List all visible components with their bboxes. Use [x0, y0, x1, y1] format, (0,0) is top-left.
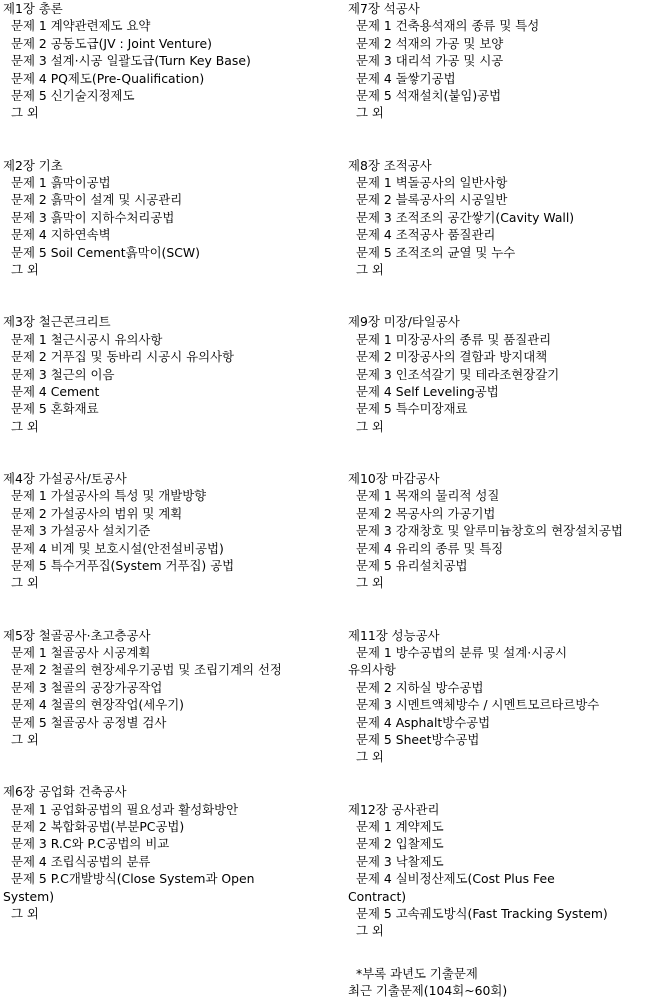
- chapter-items: [348, 17, 650, 104]
- question-item: [3, 644, 339, 661]
- chapter-items: [3, 801, 339, 905]
- chapter-title: 제10장 마감공사: [348, 470, 440, 486]
- question-text: 문제 2 가설공사의 범위 및 계획: [11, 505, 183, 521]
- question-text: 문제 5 철골공사 공정별 검사: [11, 714, 167, 730]
- question-item: [3, 348, 339, 365]
- chapter-2: [3, 157, 339, 279]
- chapter-5: [3, 627, 339, 749]
- question-text: 문제 5 Sheet방수공법: [356, 732, 480, 747]
- appendix-title: *부록 과년도 기출문제: [356, 965, 478, 981]
- question-item: [3, 661, 339, 678]
- chapter-items: [3, 644, 339, 731]
- chapter-spacer: [348, 940, 650, 961]
- question-text: 문제 4 조립식공법의 분류: [11, 853, 151, 869]
- question-text: 문제 1 가설공사의 특성 및 개발방향: [11, 488, 207, 504]
- question-item: [348, 87, 650, 104]
- question-text: 문제 3 낙찰제도: [356, 853, 444, 869]
- question-text: 문제 4 지하연속벽: [11, 227, 111, 243]
- chapter-items: [348, 818, 650, 922]
- question-text: 문제 4 Cement: [11, 383, 100, 399]
- chapter-items: [3, 174, 339, 261]
- question-text: 문제 3 인조석갈기 및 테라조현장갈기: [356, 366, 560, 382]
- question-item: [3, 522, 339, 539]
- chapter-title: 제11장 성능공사: [348, 627, 440, 643]
- chapter-title: 제4장 가설공사/토공사: [3, 470, 127, 486]
- question-text: 문제 3 대리석 가공 및 시공: [356, 53, 504, 69]
- question-text: 문제 5 혼화재료: [11, 401, 99, 417]
- question-text: 문제 4 유리의 종류 및 특징: [356, 540, 504, 556]
- question-text: 문제 1 철골공사 시공계획: [11, 644, 151, 660]
- chapter-items: [3, 487, 339, 574]
- question-item: [348, 366, 650, 383]
- appendix-recent-exams: 최근 기출문제(104회~60회): [348, 983, 508, 999]
- question-item: [3, 366, 339, 383]
- question-item: [348, 505, 650, 522]
- appendix: [348, 965, 650, 1000]
- question-text: 문제 3 설계·시공 일괄도급(Turn Key Base): [11, 53, 251, 69]
- question-text: 문제 3 강재창호 및 알루미늄창호의 현장설치공법: [356, 523, 623, 539]
- question-text: 문제 2 철골의 현장세우기공법 및 조립기계의 선정: [11, 662, 282, 678]
- question-text: 문제 3 흙막이 지하수처리공법: [11, 209, 175, 225]
- left-column: [3, 0, 339, 922]
- chapter-title: 제8장 조적공사: [348, 157, 432, 173]
- question-item: [3, 244, 339, 261]
- question-item: [3, 557, 339, 574]
- question-item: [3, 70, 339, 87]
- question-text: 문제 3 철골의 공장가공작업: [11, 679, 163, 695]
- question-item: [348, 540, 650, 557]
- question-text-continued: 유의사항: [348, 662, 396, 678]
- question-item: [348, 905, 650, 922]
- chapter-spacer: [348, 592, 650, 627]
- question-text: 문제 4 철골의 현장작업(세우기): [11, 697, 184, 713]
- question-text: 문제 2 지하실 방수공법: [356, 679, 484, 695]
- question-item: [3, 818, 339, 835]
- chapter-items: [348, 487, 650, 574]
- chapter-spacer: [348, 435, 650, 470]
- question-text-continued: Contract): [348, 888, 407, 904]
- question-item: [348, 331, 650, 348]
- question-item: [348, 870, 650, 905]
- question-text: 문제 4 조적공사 품질관리: [356, 227, 496, 243]
- question-item: [3, 870, 339, 905]
- question-text: 문제 5 특수거푸집(System 거푸집) 공법: [11, 557, 235, 573]
- question-item: [348, 557, 650, 574]
- question-text: 문제 2 공동도급(JV : Joint Venture): [11, 35, 212, 51]
- question-item: [348, 487, 650, 504]
- question-text: 문제 5 P.C개발방식(Close System과 Open: [11, 871, 255, 887]
- question-text: 문제 5 신기술지정제도: [11, 88, 135, 104]
- question-item: [348, 35, 650, 52]
- question-item: [3, 226, 339, 243]
- chapter-12: [348, 801, 650, 940]
- chapter-title: 제7장 석공사: [348, 1, 420, 16]
- question-item: [348, 191, 650, 208]
- question-item: [3, 17, 339, 34]
- question-text: 문제 2 거푸집 및 동바리 시공시 유의사항: [11, 349, 235, 365]
- chapter-spacer: [3, 435, 339, 470]
- chapter-items: [3, 17, 339, 104]
- chapter-4: [3, 470, 339, 592]
- question-item: [3, 801, 339, 818]
- question-text: 문제 2 입찰제도: [356, 836, 444, 852]
- chapter-11: [348, 627, 650, 766]
- question-text: 문제 1 벽돌공사의 일반사항: [356, 175, 508, 191]
- question-text: 문제 5 특수미장재료: [356, 401, 468, 417]
- question-item: [3, 87, 339, 104]
- right-column: [348, 0, 650, 1000]
- chapter-etc: 그 외: [356, 923, 384, 939]
- question-text: 문제 3 R.C와 P.C공법의 비교: [11, 836, 170, 852]
- question-text: 문제 3 철근의 이음: [11, 366, 115, 382]
- question-item: [3, 540, 339, 557]
- chapter-spacer: [348, 122, 650, 157]
- chapter-6: [3, 783, 339, 922]
- question-item: [348, 383, 650, 400]
- question-text: 문제 4 Self Leveling공법: [356, 383, 499, 399]
- question-text: 문제 5 Soil Cement흙막이(SCW): [11, 244, 200, 260]
- question-text: 문제 2 목공사의 가공기법: [356, 505, 496, 521]
- chapter-etc: 그 외: [11, 105, 39, 121]
- question-text: 문제 3 시멘트액체방수 / 시멘트모르타르방수: [356, 697, 600, 713]
- question-text: 문제 2 미장공사의 결함과 방지대책: [356, 349, 548, 365]
- question-item: [3, 679, 339, 696]
- question-item: [348, 174, 650, 191]
- question-item: [348, 244, 650, 261]
- question-item: [348, 835, 650, 852]
- chapter-items: [348, 644, 650, 748]
- chapter-title: 제12장 공사관리: [348, 801, 440, 817]
- question-item: [348, 818, 650, 835]
- question-item: [3, 52, 339, 69]
- chapter-8: [348, 157, 650, 279]
- question-item: [3, 853, 339, 870]
- chapter-10: [348, 470, 650, 592]
- chapter-1: [3, 0, 339, 122]
- chapter-etc: 그 외: [11, 262, 39, 278]
- question-item: [348, 714, 650, 731]
- chapter-spacer: [3, 278, 339, 313]
- question-text: 문제 1 공업화공법의 필요성과 활성화방안: [11, 801, 239, 817]
- chapter-spacer: [3, 592, 339, 627]
- chapter-title: 제2장 기초: [3, 157, 63, 173]
- question-text: 문제 2 흙막이 설계 및 시공관리: [11, 192, 183, 208]
- question-text: 문제 4 Asphalt방수공법: [356, 714, 491, 730]
- chapter-etc: 그 외: [356, 262, 384, 278]
- question-text: 문제 4 비계 및 보호시설(안전설비공법): [11, 540, 224, 556]
- chapter-3: [3, 313, 339, 435]
- question-text: 문제 1 철근시공시 유의사항: [11, 331, 163, 347]
- chapter-spacer: [348, 278, 650, 313]
- question-text: 문제 1 계약제도: [356, 819, 444, 835]
- chapter-title: 제3장 철근콘크리트: [3, 314, 111, 330]
- chapter-spacer: [348, 766, 650, 801]
- question-item: [3, 487, 339, 504]
- question-item: [348, 400, 650, 417]
- question-item: [348, 679, 650, 696]
- question-text: 문제 4 PQ제도(Pre-Qualification): [11, 70, 205, 86]
- question-text: 문제 5 유리설치공법: [356, 557, 468, 573]
- chapter-items: [348, 331, 650, 418]
- question-item: [348, 853, 650, 870]
- question-item: [348, 348, 650, 365]
- chapter-9: [348, 313, 650, 435]
- question-item: [3, 505, 339, 522]
- question-item: [3, 696, 339, 713]
- question-text: 문제 1 목재의 물리적 성질: [356, 488, 500, 504]
- chapter-etc: 그 외: [356, 749, 384, 765]
- question-text: 문제 5 고속궤도방식(Fast Tracking System): [356, 906, 608, 922]
- chapter-items: [348, 174, 650, 261]
- chapter-etc: 그 외: [11, 732, 39, 747]
- question-text: 문제 1 흙막이공법: [11, 175, 111, 191]
- question-item: [348, 696, 650, 713]
- chapter-etc: 그 외: [356, 575, 384, 591]
- question-text: 문제 1 계약관련제도 요약: [11, 18, 151, 34]
- question-item: [3, 174, 339, 191]
- chapter-etc: 그 외: [11, 418, 39, 434]
- question-text: 문제 1 건축용석재의 종류 및 특성: [356, 18, 540, 34]
- question-item: [348, 70, 650, 87]
- question-item: [3, 331, 339, 348]
- question-text-continued: System): [3, 888, 55, 904]
- question-text: 문제 2 블록공사의 시공일반: [356, 192, 508, 208]
- chapter-items: [3, 331, 339, 418]
- chapter-title: 제1장 총론: [3, 1, 63, 16]
- question-text: 문제 2 석재의 가공 및 보양: [356, 35, 504, 51]
- chapter-7: [348, 0, 650, 122]
- question-text: 문제 5 석재설치(붙임)공법: [356, 88, 502, 104]
- chapter-spacer: [3, 122, 339, 157]
- question-text: 문제 1 방수공법의 분류 및 설계·시공시: [356, 644, 568, 660]
- question-item: [3, 191, 339, 208]
- question-item: [3, 383, 339, 400]
- question-text: 문제 4 실비정산제도(Cost Plus Fee: [356, 871, 555, 887]
- question-item: [3, 400, 339, 417]
- question-item: [3, 714, 339, 731]
- question-item: [348, 731, 650, 748]
- chapter-etc: 그 외: [11, 906, 39, 922]
- question-item: [3, 35, 339, 52]
- question-item: [348, 226, 650, 243]
- chapter-title: 제6장 공업화 건축공사: [3, 784, 127, 800]
- question-text: 문제 5 조적조의 균열 및 누수: [356, 244, 516, 260]
- question-item: [348, 17, 650, 34]
- question-item: [348, 209, 650, 226]
- question-text: 문제 3 가설공사 설치기준: [11, 523, 151, 539]
- chapter-etc: 그 외: [356, 105, 384, 121]
- question-text: 문제 4 돌쌓기공법: [356, 70, 456, 86]
- question-text: 문제 2 복합화공법(부분PC공법): [11, 819, 185, 835]
- chapter-spacer: [3, 748, 339, 783]
- question-item: [348, 522, 650, 539]
- chapter-etc: 그 외: [11, 575, 39, 591]
- question-item: [3, 835, 339, 852]
- question-item: [348, 52, 650, 69]
- chapter-title: 제5장 철골공사·초고층공사: [3, 627, 151, 643]
- question-text: 문제 3 조적조의 공간쌓기(Cavity Wall): [356, 209, 575, 225]
- question-item: [348, 644, 650, 679]
- chapter-etc: 그 외: [356, 418, 384, 434]
- question-text: 문제 1 미장공사의 종류 및 품질관리: [356, 331, 552, 347]
- chapter-title: 제9장 미장/타일공사: [348, 314, 460, 330]
- question-item: [3, 209, 339, 226]
